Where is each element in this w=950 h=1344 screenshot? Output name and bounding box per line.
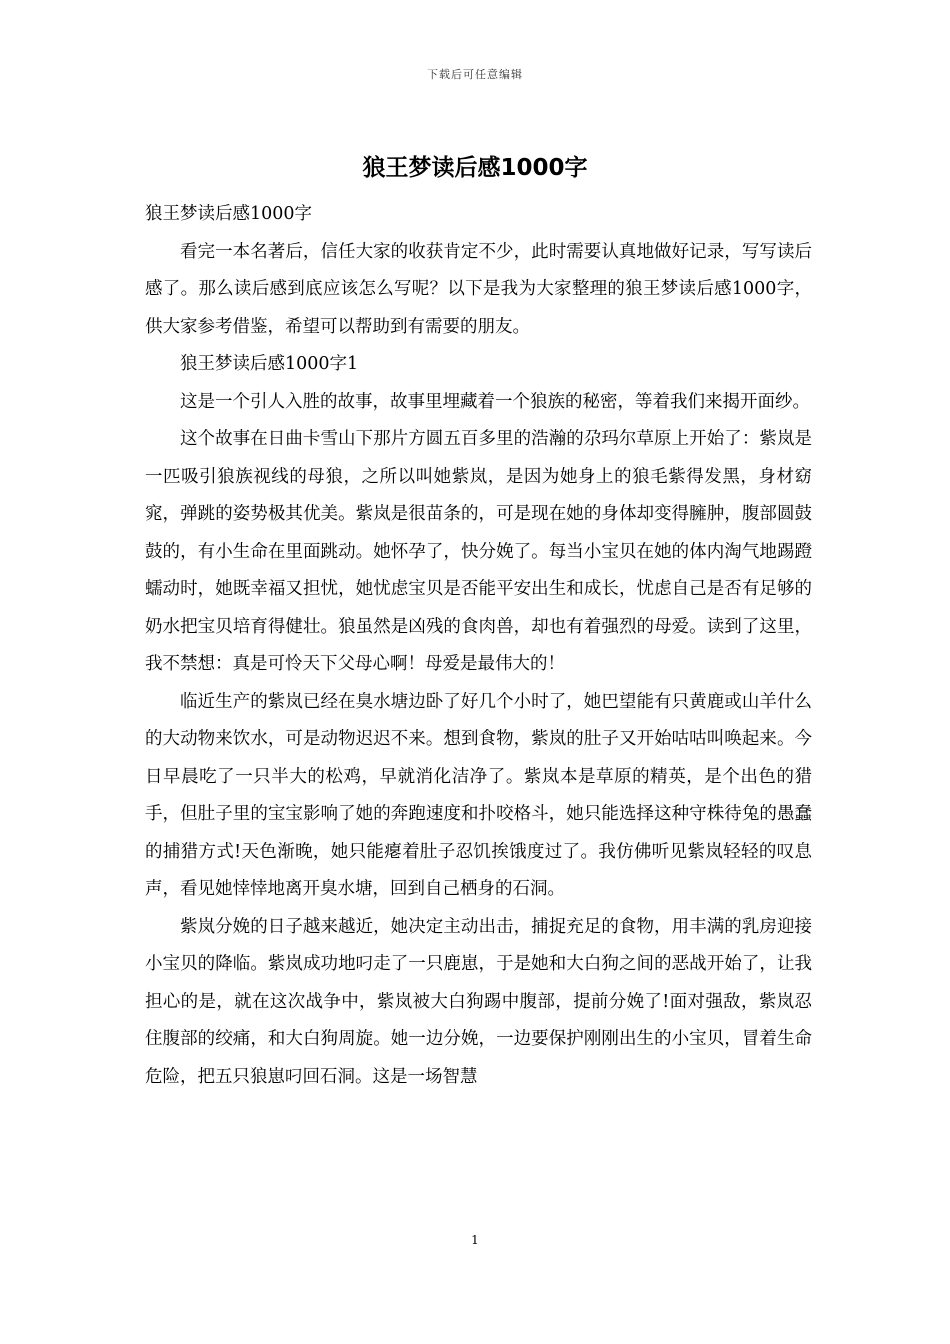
paragraph: 这是一个引人入胜的故事，故事里埋藏着一个狼族的秘密，等着我们来揭开面纱。 [180,391,810,412]
page-number: 1 [471,1233,479,1247]
section-heading: 狼王梦读后感1000字1 [180,354,359,374]
paragraph: 紫岚分娩的日子越来越近，她决定主动出击，捕捉充足的食物，用丰满的乳房迎接小宝贝的降临。紫岚成功地叼走了一只鹿崽，于是她和大白狗之间的恶战开始了，让我担心的是，就在这次战争中，紫岚被大白狗踢中腹部，提前分娩了!面对强敌，紫岚忍住腹部的绞痛，和大白狗周旋。她一边分娩，一边要保护刚刚出生的小宝贝，冒着生命危险，把五只狼崽叼回石洞。这是一场智慧 [145,916,812,1087]
paragraph: 这个故事在日曲卡雪山下那片方圆五百多里的浩瀚的尕玛尔草原上开始了：紫岚是一匹吸引狼族视线的母狼，之所以叫她紫岚，是因为她身上的狼毛紫得发黑，身材窈窕，弹跳的姿势极其优美。紫岚是很苗条的，可是现在她的身体却变得臃肿，腹部圆鼓鼓的，有小生命在里面跳动。她怀孕了，快分娩了。每当小宝贝在她的体内淘气地踢蹬蠕动时，她既幸福又担忧，她忧虑宝贝是否能平安出生和成长，忧虑自己是否有足够的奶水把宝贝培育得健壮。狼虽然是凶残的食肉兽，却也有着强烈的母爱。读到了这里，我不禁想：真是可怜天下父母心啊！母爱是最伟大的！ [145,429,812,674]
paragraph: 狼王梦读后感1000字 [145,204,313,224]
paragraph: 临近生产的紫岚已经在臭水塘边卧了好几个小时了，她巴望能有只黄鹿或山羊什么的大动物来饮水，可是动物迟迟不来。想到食物，紫岚的肚子又开始咕咕叫唤起来。今日早晨吃了一只半大的松鸡，早就消化洁净了。紫岚本是草原的精英，是个出色的猎手，但肚子里的宝宝影响了她的奔跑速度和扑咬格斗，她只能选择这种守株待兔的愚蠢的捕猎方式!天色渐晚，她只能瘪着肚子忍饥挨饿度过了。我仿佛听见紫岚轻轻的叹息声，看见她悻悻地离开臭水塘，回到自己栖身的石洞。 [145,691,812,899]
paragraph: 看完一本名著后，信任大家的收获肯定不少，此时需要认真地做好记录，写写读后感了。那么读后感到底应该怎么写呢？以下是我为大家整理的狼王梦读后感1000字，供大家参考借鉴，希望可以帮助到有需要的朋友。 [145,241,812,337]
document-title: 狼王梦读后感1000字 [362,155,588,181]
page-header: 下载后可任意编辑 [427,68,523,81]
document-body [145,196,812,1096]
